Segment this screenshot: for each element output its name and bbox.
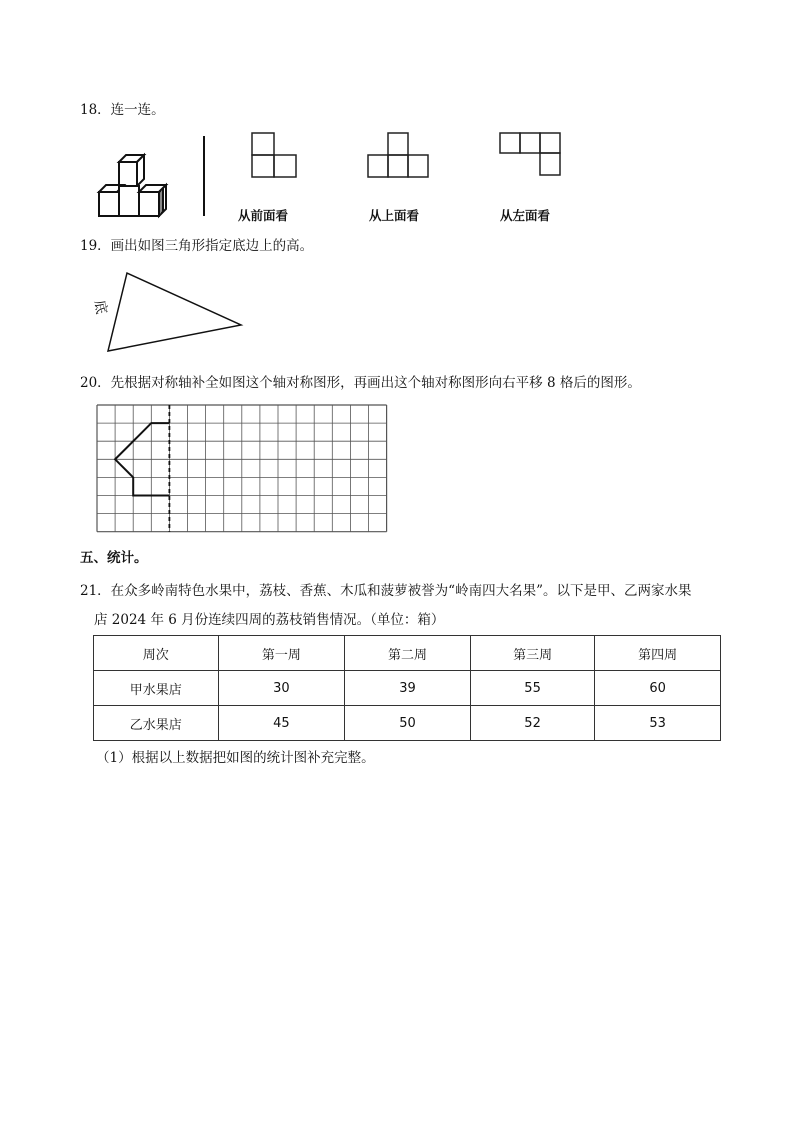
view-label-left: 从左面看 — [500, 208, 551, 223]
q21-line1: 21．在众多岭南特色水果中，荔枝、香蕉、木瓜和菠萝被誉为“岭南四大名果”。以下是甲、乙两家水果 — [80, 583, 692, 599]
triangle-shape — [108, 273, 241, 351]
grid-lines — [97, 405, 387, 532]
table-cell: 45 — [218, 706, 345, 741]
q18-text: 18．连一连。 — [80, 102, 165, 118]
view-label-top: 从上面看 — [369, 208, 420, 223]
triangle-figure — [96, 266, 246, 356]
view-label-front: 从前面看 — [238, 208, 289, 223]
table-header: 第三周 — [470, 636, 595, 671]
table-header: 第一周 — [218, 636, 345, 671]
table-cell: 60 — [595, 671, 721, 706]
q21-line2: 店 2024 年 6 月份连续四周的荔枝销售情况。（单位：箱） — [94, 612, 445, 628]
cube-stack-figure — [92, 130, 562, 226]
q20-text: 20．先根据对称轴补全如图这个轴对称图形，再画出这个轴对称图形向右平移 8 格后的图形。 — [80, 375, 641, 391]
table-cell: 50 — [345, 706, 471, 741]
q21-sub1: （1）根据以上数据把如图的统计图补充完整。 — [96, 750, 375, 766]
table-cell: 30 — [218, 671, 345, 706]
table-row — [94, 706, 721, 741]
table-header-row — [94, 636, 721, 671]
top-view-shape — [368, 133, 428, 177]
front-view-shape — [252, 133, 296, 177]
table-cell: 52 — [470, 706, 595, 741]
row-label: 甲水果店 — [94, 671, 219, 706]
row-label: 乙水果店 — [94, 706, 219, 741]
table-row — [94, 671, 721, 706]
sales-table — [93, 635, 721, 741]
table-cell: 53 — [595, 706, 721, 741]
grid-figure — [96, 404, 388, 534]
table-header: 第四周 — [595, 636, 721, 671]
section-title: 五、统计。 — [80, 550, 148, 566]
table-header: 第二周 — [345, 636, 471, 671]
base-label: 底 — [90, 298, 110, 316]
table-cell: 55 — [470, 671, 595, 706]
q19-text: 19．画出如图三角形指定底边上的高。 — [80, 238, 314, 254]
left-view-shape — [500, 133, 560, 175]
table-header: 周次 — [94, 636, 219, 671]
table-cell: 39 — [345, 671, 471, 706]
